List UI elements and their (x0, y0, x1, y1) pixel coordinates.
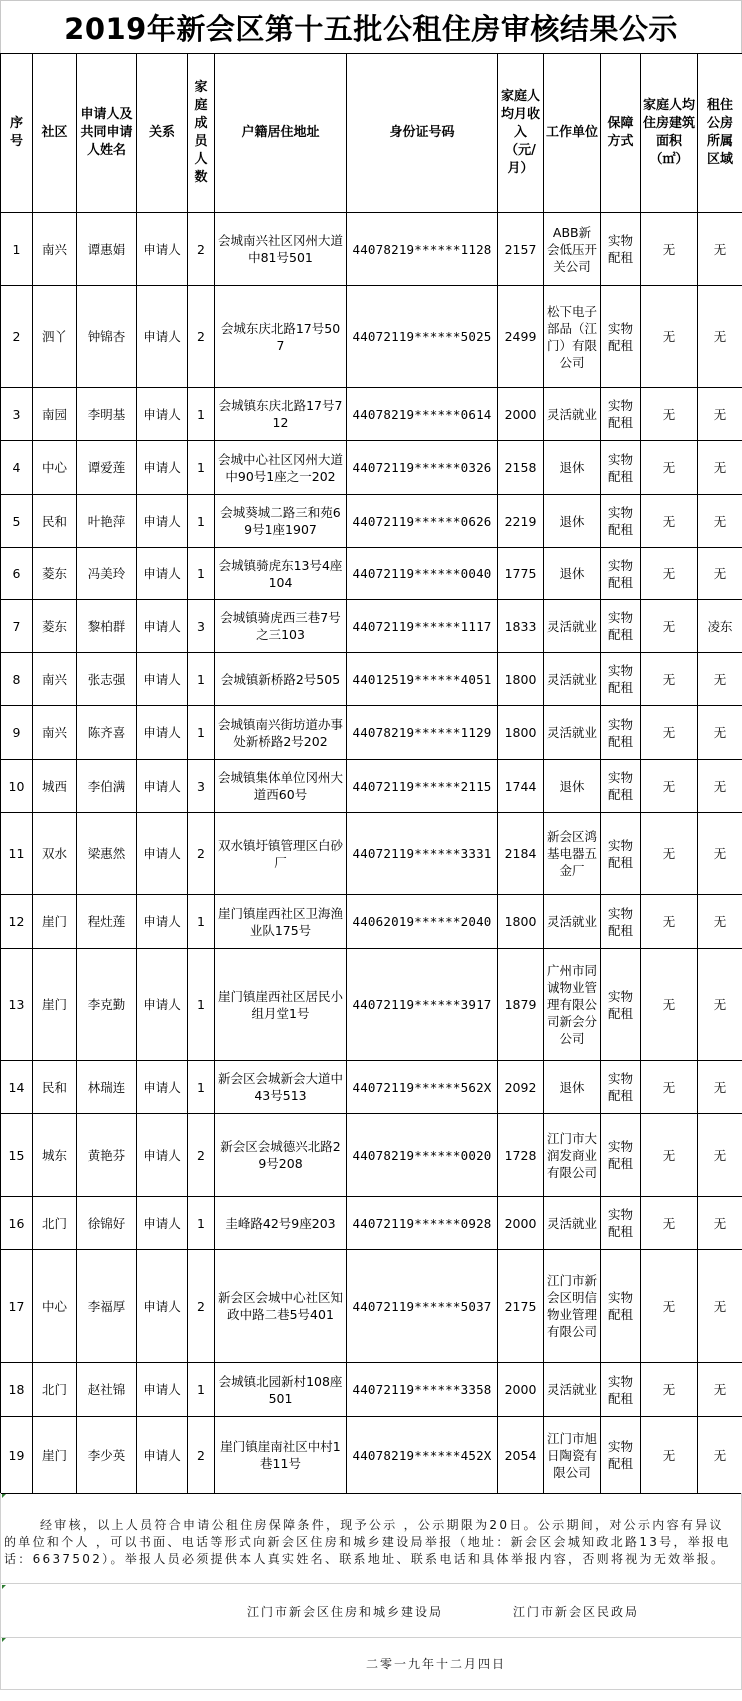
rental-region: 无 (698, 495, 742, 548)
community: 崖门 (33, 949, 77, 1061)
table-row (1, 653, 742, 706)
community: 南园 (33, 388, 77, 441)
guarantee-mode: 实物配租 (601, 1250, 641, 1363)
row-number: 6 (1, 548, 33, 600)
housing-area: 无 (641, 213, 698, 286)
employer: ABB新会低压开关公司 (544, 213, 601, 286)
row-number: 11 (1, 813, 33, 895)
member-count: 1 (188, 495, 215, 548)
community: 民和 (33, 495, 77, 548)
table-row (1, 213, 742, 286)
row-number: 3 (1, 388, 33, 441)
applicant-name: 李克勤 (77, 949, 137, 1061)
member-count: 2 (188, 213, 215, 286)
row-number: 12 (1, 895, 33, 949)
income: 2000 (498, 1363, 544, 1417)
community: 北门 (33, 1363, 77, 1417)
id-number: 44072119******1117 (347, 600, 498, 653)
relation: 申请人 (137, 1114, 188, 1197)
signatory-civil-affairs: 江门市新会区民政局 (513, 1605, 640, 1619)
header-address: 户籍居住地址 (215, 54, 347, 213)
page-title: 2019年新会区第十五批公租住房审核结果公示 (64, 12, 678, 46)
id-number: 44078219******1129 (347, 706, 498, 760)
rental-region: 无 (698, 1417, 742, 1494)
relation: 申请人 (137, 949, 188, 1061)
housing-area: 无 (641, 895, 698, 949)
applicant-name: 李福厚 (77, 1250, 137, 1363)
table-row (1, 286, 742, 388)
rental-region: 无 (698, 441, 742, 495)
header-income: 家庭人均月收入（元/月） (498, 54, 544, 213)
relation: 申请人 (137, 1417, 188, 1494)
rental-region: 无 (698, 388, 742, 441)
header-id: 身份证号码 (347, 54, 498, 213)
id-number: 44072119******3358 (347, 1363, 498, 1417)
guarantee-mode: 实物配租 (601, 1363, 641, 1417)
id-number: 44072119******562X (347, 1061, 498, 1114)
address: 新会区会城德兴北路29号208 (215, 1114, 347, 1197)
table-row (1, 495, 742, 548)
rental-region: 无 (698, 1363, 742, 1417)
member-count: 1 (188, 441, 215, 495)
id-number: 44072119******0326 (347, 441, 498, 495)
community: 菱东 (33, 548, 77, 600)
publish-date: 二零一九年十二月四日 (366, 1657, 507, 1671)
housing-area: 无 (641, 495, 698, 548)
community: 泗丫 (33, 286, 77, 388)
relation: 申请人 (137, 548, 188, 600)
income: 1775 (498, 548, 544, 600)
guarantee-mode: 实物配租 (601, 895, 641, 949)
row-number: 17 (1, 1250, 33, 1363)
table-row (1, 548, 742, 600)
applicant-name: 梁惠然 (77, 813, 137, 895)
community: 菱东 (33, 600, 77, 653)
applicant-name: 谭惠娟 (77, 213, 137, 286)
applicant-name: 谭爱莲 (77, 441, 137, 495)
header-no: 序号 (1, 54, 33, 213)
id-number: 44078219******452X (347, 1417, 498, 1494)
address: 会城中心社区冈州大道中90号1座之一202 (215, 441, 347, 495)
applicant-name: 林瑞连 (77, 1061, 137, 1114)
income: 2184 (498, 813, 544, 895)
income: 2157 (498, 213, 544, 286)
community: 北门 (33, 1197, 77, 1250)
row-number: 10 (1, 760, 33, 813)
header-employer: 工作单位 (544, 54, 601, 213)
guarantee-mode: 实物配租 (601, 1417, 641, 1494)
row-number: 19 (1, 1417, 33, 1494)
community: 南兴 (33, 653, 77, 706)
guarantee-mode: 实物配租 (601, 706, 641, 760)
guarantee-mode: 实物配租 (601, 760, 641, 813)
applicant-name: 张志强 (77, 653, 137, 706)
relation: 申请人 (137, 286, 188, 388)
community: 南兴 (33, 706, 77, 760)
relation: 申请人 (137, 600, 188, 653)
row-number: 5 (1, 495, 33, 548)
guarantee-mode: 实物配租 (601, 653, 641, 706)
employer: 新会区鸿基电器五金厂 (544, 813, 601, 895)
housing-area: 无 (641, 949, 698, 1061)
housing-area: 无 (641, 441, 698, 495)
id-number: 44072119******5037 (347, 1250, 498, 1363)
member-count: 1 (188, 1197, 215, 1250)
guarantee-mode: 实物配租 (601, 1061, 641, 1114)
income: 2054 (498, 1417, 544, 1494)
row-number: 1 (1, 213, 33, 286)
id-number: 44072119******3917 (347, 949, 498, 1061)
applicant-name: 赵社锦 (77, 1363, 137, 1417)
rental-region: 无 (698, 1250, 742, 1363)
cell-corner-marker (2, 1638, 6, 1642)
member-count: 2 (188, 1417, 215, 1494)
table-row (1, 1061, 742, 1114)
applicant-name: 黎柏群 (77, 600, 137, 653)
applicant-name: 程灶莲 (77, 895, 137, 949)
row-number: 9 (1, 706, 33, 760)
member-count: 2 (188, 286, 215, 388)
relation: 申请人 (137, 1363, 188, 1417)
guarantee-mode: 实物配租 (601, 495, 641, 548)
community: 崖门 (33, 895, 77, 949)
community: 双水 (33, 813, 77, 895)
member-count: 1 (188, 706, 215, 760)
employer: 江门市新会区明信物业管理有限公司 (544, 1250, 601, 1363)
table-row (1, 1417, 742, 1494)
income: 1728 (498, 1114, 544, 1197)
housing-area: 无 (641, 1061, 698, 1114)
footer-signatures (0, 1584, 742, 1638)
relation: 申请人 (137, 441, 188, 495)
income: 1744 (498, 760, 544, 813)
row-number: 8 (1, 653, 33, 706)
id-number: 44072119******3331 (347, 813, 498, 895)
rental-region: 无 (698, 653, 742, 706)
employer: 江门市大润发商业有限公司 (544, 1114, 601, 1197)
employer: 退休 (544, 1061, 601, 1114)
address: 会城葵城二路三和苑69号1座1907 (215, 495, 347, 548)
relation: 申请人 (137, 388, 188, 441)
signatory-housing-bureau: 江门市新会区住房和城乡建设局 (247, 1605, 444, 1619)
income: 1800 (498, 653, 544, 706)
guarantee-mode: 实物配租 (601, 213, 641, 286)
employer: 江门市旭日陶瓷有限公司 (544, 1417, 601, 1494)
table-row (1, 813, 742, 895)
table-row (1, 1114, 742, 1197)
row-number: 2 (1, 286, 33, 388)
rental-region: 无 (698, 286, 742, 388)
id-number: 44078219******0614 (347, 388, 498, 441)
guarantee-mode: 实物配租 (601, 600, 641, 653)
title-bar (0, 0, 742, 54)
applicant-name: 李伯满 (77, 760, 137, 813)
address: 崖门镇崖南社区中村1巷11号 (215, 1417, 347, 1494)
guarantee-mode: 实物配租 (601, 548, 641, 600)
applicant-name: 叶艳萍 (77, 495, 137, 548)
community: 城西 (33, 760, 77, 813)
results-table (0, 53, 742, 1494)
table-row (1, 895, 742, 949)
rental-region: 无 (698, 1061, 742, 1114)
employer: 退休 (544, 441, 601, 495)
housing-area: 无 (641, 1417, 698, 1494)
address: 圭峰路42号9座203 (215, 1197, 347, 1250)
employer: 退休 (544, 495, 601, 548)
relation: 申请人 (137, 1061, 188, 1114)
relation: 申请人 (137, 706, 188, 760)
table-row (1, 600, 742, 653)
housing-area: 无 (641, 653, 698, 706)
housing-area: 无 (641, 1250, 698, 1363)
housing-area: 无 (641, 760, 698, 813)
member-count: 1 (188, 548, 215, 600)
housing-area: 无 (641, 548, 698, 600)
member-count: 1 (188, 1363, 215, 1417)
guarantee-mode: 实物配租 (601, 1197, 641, 1250)
member-count: 3 (188, 600, 215, 653)
income: 2499 (498, 286, 544, 388)
header-members: 家庭成员人数 (188, 54, 215, 213)
row-number: 15 (1, 1114, 33, 1197)
income: 1879 (498, 949, 544, 1061)
header-mode: 保障方式 (601, 54, 641, 213)
table-row (1, 1363, 742, 1417)
income: 2092 (498, 1061, 544, 1114)
guarantee-mode: 实物配租 (601, 286, 641, 388)
row-number: 18 (1, 1363, 33, 1417)
relation: 申请人 (137, 813, 188, 895)
rental-region: 无 (698, 895, 742, 949)
table-body (1, 213, 742, 1494)
cell-corner-marker (2, 1494, 6, 1498)
id-number: 44072119******0040 (347, 548, 498, 600)
relation: 申请人 (137, 1250, 188, 1363)
address: 会城南兴社区冈州大道中81号501 (215, 213, 347, 286)
address: 会城镇东庆北路17号712 (215, 388, 347, 441)
employer: 灵活就业 (544, 706, 601, 760)
table-row (1, 760, 742, 813)
applicant-name: 李明基 (77, 388, 137, 441)
row-number: 13 (1, 949, 33, 1061)
row-number: 16 (1, 1197, 33, 1250)
employer: 灵活就业 (544, 600, 601, 653)
member-count: 2 (188, 1250, 215, 1363)
footer-date-box (0, 1637, 742, 1690)
applicant-name: 黄艳芬 (77, 1114, 137, 1197)
header-community: 社区 (33, 54, 77, 213)
id-number: 44072119******2115 (347, 760, 498, 813)
address: 会城镇南兴街坊道办事处新桥路2号202 (215, 706, 347, 760)
community: 南兴 (33, 213, 77, 286)
header-region: 租住公房所属区域 (698, 54, 742, 213)
applicant-name: 李少英 (77, 1417, 137, 1494)
employer: 灵活就业 (544, 1363, 601, 1417)
income: 1800 (498, 895, 544, 949)
income: 2175 (498, 1250, 544, 1363)
relation: 申请人 (137, 1197, 188, 1250)
employer: 灵活就业 (544, 653, 601, 706)
id-number: 44078219******1128 (347, 213, 498, 286)
address: 新会区会城中心社区知政中路二巷5号401 (215, 1250, 347, 1363)
income: 1833 (498, 600, 544, 653)
housing-area: 无 (641, 1363, 698, 1417)
address: 会城镇北园新村108座501 (215, 1363, 347, 1417)
housing-area: 无 (641, 706, 698, 760)
rental-region: 无 (698, 813, 742, 895)
member-count: 2 (188, 1114, 215, 1197)
rental-region: 无 (698, 706, 742, 760)
employer: 灵活就业 (544, 388, 601, 441)
member-count: 2 (188, 813, 215, 895)
income: 2000 (498, 388, 544, 441)
relation: 申请人 (137, 495, 188, 548)
applicant-name: 陈齐喜 (77, 706, 137, 760)
id-number: 44072119******5025 (347, 286, 498, 388)
community: 中心 (33, 1250, 77, 1363)
applicant-name: 徐锦好 (77, 1197, 137, 1250)
applicant-name: 冯美玲 (77, 548, 137, 600)
address: 会城镇集体单位冈州大道西60号 (215, 760, 347, 813)
member-count: 3 (188, 760, 215, 813)
header-area: 家庭人均住房建筑面积（㎡） (641, 54, 698, 213)
housing-area: 无 (641, 1197, 698, 1250)
rental-region: 无 (698, 760, 742, 813)
table-row (1, 441, 742, 495)
housing-area: 无 (641, 1114, 698, 1197)
guarantee-mode: 实物配租 (601, 388, 641, 441)
relation: 申请人 (137, 760, 188, 813)
relation: 申请人 (137, 895, 188, 949)
housing-area: 无 (641, 600, 698, 653)
housing-area: 无 (641, 388, 698, 441)
income: 1800 (498, 706, 544, 760)
address: 会城东庆北路17号507 (215, 286, 347, 388)
rental-region: 无 (698, 213, 742, 286)
income: 2000 (498, 1197, 544, 1250)
community: 中心 (33, 441, 77, 495)
rental-region: 无 (698, 949, 742, 1061)
row-number: 7 (1, 600, 33, 653)
guarantee-mode: 实物配租 (601, 1114, 641, 1197)
row-number: 4 (1, 441, 33, 495)
community: 崖门 (33, 1417, 77, 1494)
row-number: 14 (1, 1061, 33, 1114)
header-name: 申请人及共同申请人姓名 (77, 54, 137, 213)
member-count: 1 (188, 949, 215, 1061)
housing-area: 无 (641, 286, 698, 388)
community: 民和 (33, 1061, 77, 1114)
table-row (1, 706, 742, 760)
address: 新会区会城新会大道中43号513 (215, 1061, 347, 1114)
cell-corner-marker (2, 1585, 6, 1589)
id-number: 44062019******2040 (347, 895, 498, 949)
address: 双水镇圩镇管理区白砂厂 (215, 813, 347, 895)
table-row (1, 949, 742, 1061)
header-row (1, 54, 742, 213)
footer-notice-box (0, 1493, 742, 1584)
member-count: 1 (188, 388, 215, 441)
id-number: 44012519******4051 (347, 653, 498, 706)
id-number: 44078219******0020 (347, 1114, 498, 1197)
footer-notice: 经审核，以上人员符合申请公租住房保障条件，现予公示 ，公示期限为20日。公示期间，对公示内容有异议的单位和个人 ，可以书面、电话等形式向新会区住房和城乡建设局举报（地址：新会区会城知政北路13号，举报电话：6637502）。举报人员必须提供本人真实姓名、联系地址、联系电话和具体举报内容，否则将视为无效举报。 (4, 1518, 731, 1566)
relation: 申请人 (137, 653, 188, 706)
address: 会城镇骑虎西三巷7号之三103 (215, 600, 347, 653)
address: 崖门镇崖西社区居民小组月堂1号 (215, 949, 347, 1061)
rental-region: 无 (698, 548, 742, 600)
table-row (1, 388, 742, 441)
table-row (1, 1197, 742, 1250)
income: 2219 (498, 495, 544, 548)
address: 会城镇新桥路2号505 (215, 653, 347, 706)
rental-region: 无 (698, 1197, 742, 1250)
guarantee-mode: 实物配租 (601, 949, 641, 1061)
id-number: 44072119******0626 (347, 495, 498, 548)
employer: 退休 (544, 760, 601, 813)
member-count: 1 (188, 1061, 215, 1114)
address: 会城镇骑虎东13号4座104 (215, 548, 347, 600)
relation: 申请人 (137, 213, 188, 286)
housing-area: 无 (641, 813, 698, 895)
header-relation: 关系 (137, 54, 188, 213)
rental-region: 凌东 (698, 600, 742, 653)
income: 2158 (498, 441, 544, 495)
employer: 退休 (544, 548, 601, 600)
rental-region: 无 (698, 1114, 742, 1197)
employer: 广州市同诚物业管理有限公司新会分公司 (544, 949, 601, 1061)
employer: 灵活就业 (544, 895, 601, 949)
community: 城东 (33, 1114, 77, 1197)
applicant-name: 钟锦杏 (77, 286, 137, 388)
employer: 灵活就业 (544, 1197, 601, 1250)
guarantee-mode: 实物配租 (601, 813, 641, 895)
member-count: 1 (188, 653, 215, 706)
table-row (1, 1250, 742, 1363)
id-number: 44072119******0928 (347, 1197, 498, 1250)
employer: 松下电子部品（江门）有限公司 (544, 286, 601, 388)
guarantee-mode: 实物配租 (601, 441, 641, 495)
address: 崖门镇崖西社区卫海渔业队175号 (215, 895, 347, 949)
member-count: 1 (188, 895, 215, 949)
